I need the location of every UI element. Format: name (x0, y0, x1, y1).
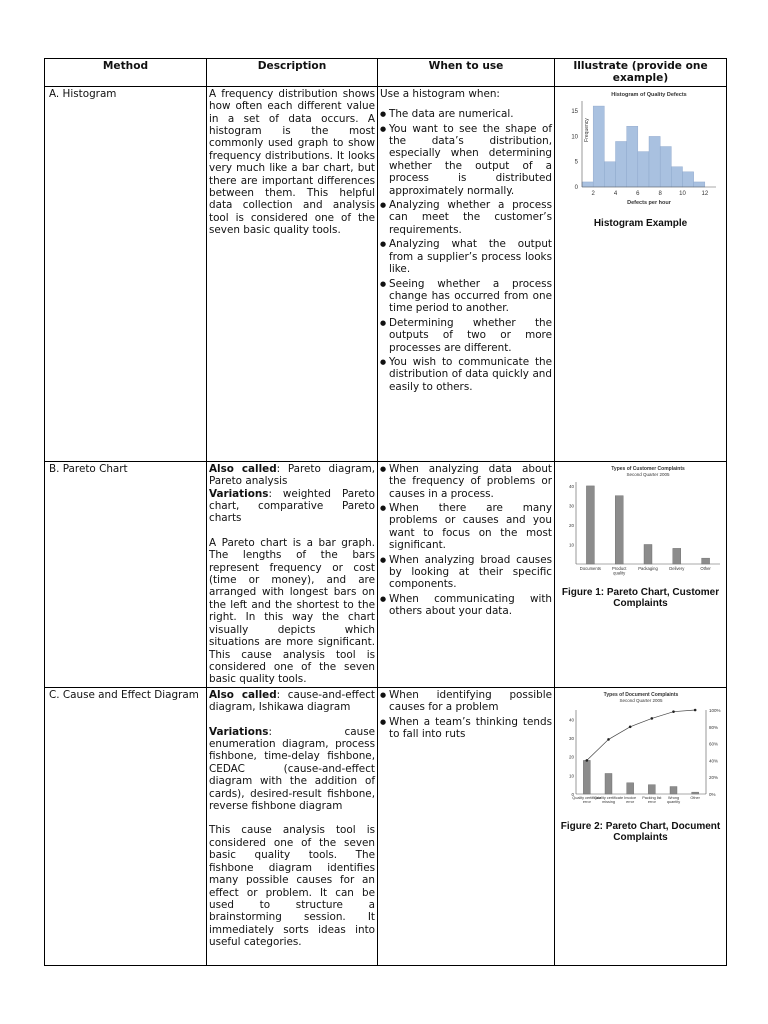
figure-caption: Figure 2: Pareto Chart, Document Complaints (560, 821, 721, 844)
pareto-bar (583, 760, 590, 794)
header-description: Description (207, 59, 378, 87)
list-item: ● Analyzing what the output from a supplier’s process looks like. (380, 238, 552, 275)
list-item: ● When a team’s thinking tends to fall into ruts (380, 716, 552, 741)
y2-tick-label: 100% (708, 707, 721, 713)
y-tick-label: 15 (570, 108, 578, 115)
table-row (45, 687, 727, 965)
histogram-bar (626, 126, 637, 187)
also-called-line (209, 463, 375, 488)
y-tick-label: 40 (568, 483, 574, 489)
also-called-line (209, 689, 375, 714)
histogram-bar (582, 182, 593, 187)
illustration-cell (555, 86, 727, 461)
list-item: ● When identifying possible causes for a problem (380, 689, 552, 714)
illustration-cell (555, 461, 727, 687)
list-item: ● The data are numerical. (380, 108, 552, 120)
pareto-bar (605, 773, 612, 794)
histogram-bar (660, 146, 671, 186)
x-tick-label: Invoice error (623, 795, 636, 804)
histogram-bar (682, 172, 693, 187)
y-tick-label: 5 (574, 159, 578, 166)
pareto-bar (670, 786, 677, 793)
table-row (45, 86, 727, 461)
header-illustrate: Illustrate (provide one example) (555, 59, 727, 87)
variations-line (209, 488, 375, 525)
when-to-use-cell (378, 461, 555, 687)
chart-title: Types of Customer Complaints (610, 465, 685, 472)
illustration-cell (555, 687, 727, 965)
pareto-bar (648, 784, 655, 793)
cumulative-point (607, 738, 610, 741)
list-item: ● Seeing whether a process change has occurred from one time period to another. (380, 278, 552, 315)
y-tick-label: 10 (568, 773, 574, 779)
when-to-use-cell (378, 86, 555, 461)
x-tick-label: 8 (657, 190, 662, 197)
histogram-bar (604, 162, 615, 187)
y-tick-label: 20 (568, 754, 574, 760)
pareto-bar (701, 558, 709, 564)
variations-label: Variations (209, 487, 269, 500)
description-cell (207, 461, 378, 687)
cumulative-point (585, 759, 588, 762)
list-item: ● When there are many problems or causes and you want to focus on the most significant. (380, 502, 552, 552)
histogram-chart (556, 87, 726, 215)
also-called-text: : cause-and-effect diagram, Ishikawa diagram (209, 688, 375, 714)
cumulative-point (628, 725, 631, 728)
y-tick-label: 0 (574, 184, 578, 191)
x-tick-label: 4 (613, 190, 617, 197)
pareto-bar (644, 544, 652, 564)
list-item: ● You want to see the shape of the data’s distribution, especially when determining whether the output of a process is distributed approximately normally. (380, 123, 552, 197)
pareto-bar (626, 783, 633, 794)
variations-line (209, 726, 375, 813)
chart-subtitle: Second Quarter 2005 (618, 697, 663, 703)
x-tick-label: 6 (635, 190, 640, 197)
method-cell: A. Histogram (45, 86, 207, 461)
also-called-text: : Pareto diagram, Pareto analysis (209, 462, 375, 488)
histogram-bar (637, 151, 648, 186)
chart-title: Types of Document Complaints (603, 691, 678, 698)
when-list (380, 463, 552, 618)
histogram-bar (693, 182, 704, 187)
x-tick-label: 10 (678, 190, 686, 197)
x-tick-label: Packing list error (641, 795, 661, 804)
header-method: Method (45, 59, 207, 87)
list-item: ● Determining whether the outputs of two or more processes are different. (380, 317, 552, 354)
y-tick-label: 20 (568, 522, 574, 528)
cumulative-point (672, 710, 675, 713)
list-item: ● You wish to communicate the distribution of data quickly and easily to others. (380, 356, 552, 393)
y-tick-label: 10 (568, 542, 574, 548)
variations-text: : cause enumeration diagram, process fishbone, time-delay fishbone, CEDAC (cause-and-effect diagram with the addition of cards), desired-result fishbone, reverse fishbone diagram (209, 725, 375, 813)
chart-title: Histogram of Quality Defects (610, 91, 687, 98)
y-tick-label: 30 (568, 735, 574, 741)
pareto-bar (586, 486, 594, 564)
histogram-bar (649, 136, 660, 187)
histogram-bar (593, 106, 604, 187)
y2-tick-label: 0% (708, 791, 716, 797)
x-tick-label: Delivery (668, 565, 684, 571)
y2-tick-label: 60% (708, 741, 718, 747)
header-row (45, 59, 727, 87)
x-axis-label: Defects per hour (626, 199, 671, 206)
customer-complaints-chart (556, 462, 726, 584)
variations-label: Variations (209, 725, 269, 738)
list-item: ● When analyzing broad causes by looking at their specific components. (380, 554, 552, 591)
x-tick-label: Packaging (637, 565, 658, 571)
y-tick-label: 30 (568, 503, 574, 509)
x-tick-label: 12 (700, 190, 708, 197)
description-cell (207, 687, 378, 965)
when-to-use-cell (378, 687, 555, 965)
histogram-bar (615, 141, 626, 187)
figure-caption: Histogram Example (593, 218, 688, 230)
cumulative-point (693, 709, 696, 712)
when-lead-text: Use a histogram when: (380, 87, 500, 100)
quality-tools-table (44, 58, 727, 966)
x-tick-label: Product quality (611, 565, 626, 576)
figure-caption: Figure 1: Pareto Chart, Customer Complaints (561, 587, 720, 610)
y-tick-label: 0 (570, 791, 574, 797)
list-item: ● When analyzing data about the frequency of problems or causes in a process. (380, 463, 552, 500)
x-tick-label: 2 (590, 190, 595, 197)
y-axis-label: Frequency (583, 118, 590, 142)
when-list (380, 689, 552, 741)
header-when-to-use: When to use (378, 59, 555, 87)
x-tick-label: Quality certificate error (571, 795, 601, 804)
pareto-bar (615, 495, 623, 563)
y-tick-label: 40 (568, 717, 574, 723)
method-cell: B. Pareto Chart (45, 461, 207, 687)
method-cell: C. Cause and Effect Diagram (45, 687, 207, 965)
also-called-label: Also called (209, 688, 277, 701)
table-row (45, 461, 727, 687)
y-tick-label: 10 (570, 134, 578, 141)
cumulative-point (650, 717, 653, 720)
pareto-bar (691, 792, 698, 794)
x-tick-label: Documents (579, 565, 601, 571)
x-tick-label: Other (699, 565, 711, 571)
also-called-label: Also called (209, 462, 277, 475)
description-text: A frequency distribution shows how often each different value in a set of data occurs. A histogram is the most commonly used graph to show frequency distributions. It looks very much like a bar chart, but there are important differences between them. This helpful data collection and analysis tool is considered one of the seven basic quality tools. (209, 87, 375, 237)
list-item: ● Analyzing whether a process can meet the customer’s requirements. (380, 199, 552, 236)
y2-tick-label: 80% (708, 724, 718, 730)
x-tick-label: Wrong quantity (666, 795, 680, 804)
description-text: This cause analysis tool is considered one of the seven basic quality tools. The fishbone diagram identifies many possible causes for an effect or problem. It can be used to structure a brainstorming session. It immediately sorts ideas into useful categories. (209, 824, 375, 949)
when-list (380, 108, 552, 393)
pareto-bar (672, 548, 680, 564)
cumulative-line (586, 710, 694, 760)
x-tick-label: Quality certificate missing (593, 795, 623, 804)
y2-tick-label: 40% (708, 758, 718, 764)
x-tick-label: Other (689, 795, 700, 800)
variations-text: : weighted Pareto chart, comparative Pareto charts (209, 487, 375, 525)
description-text: A Pareto chart is a bar graph. The lengths of the bars represent frequency or cost (time or money), and are arranged with longest bars on the left and the shortest to the right. In this way the chart visually depicts which situations are more significant. This cause analysis tool is considered one of the seven basic quality tools. (209, 536, 375, 686)
list-item: ● When communicating with others about your data. (380, 593, 552, 618)
description-cell (207, 86, 378, 461)
y2-tick-label: 20% (708, 775, 718, 781)
document-complaints-chart (556, 688, 726, 818)
chart-subtitle: Second Quarter 2005 (625, 471, 670, 477)
histogram-bar (671, 167, 682, 187)
